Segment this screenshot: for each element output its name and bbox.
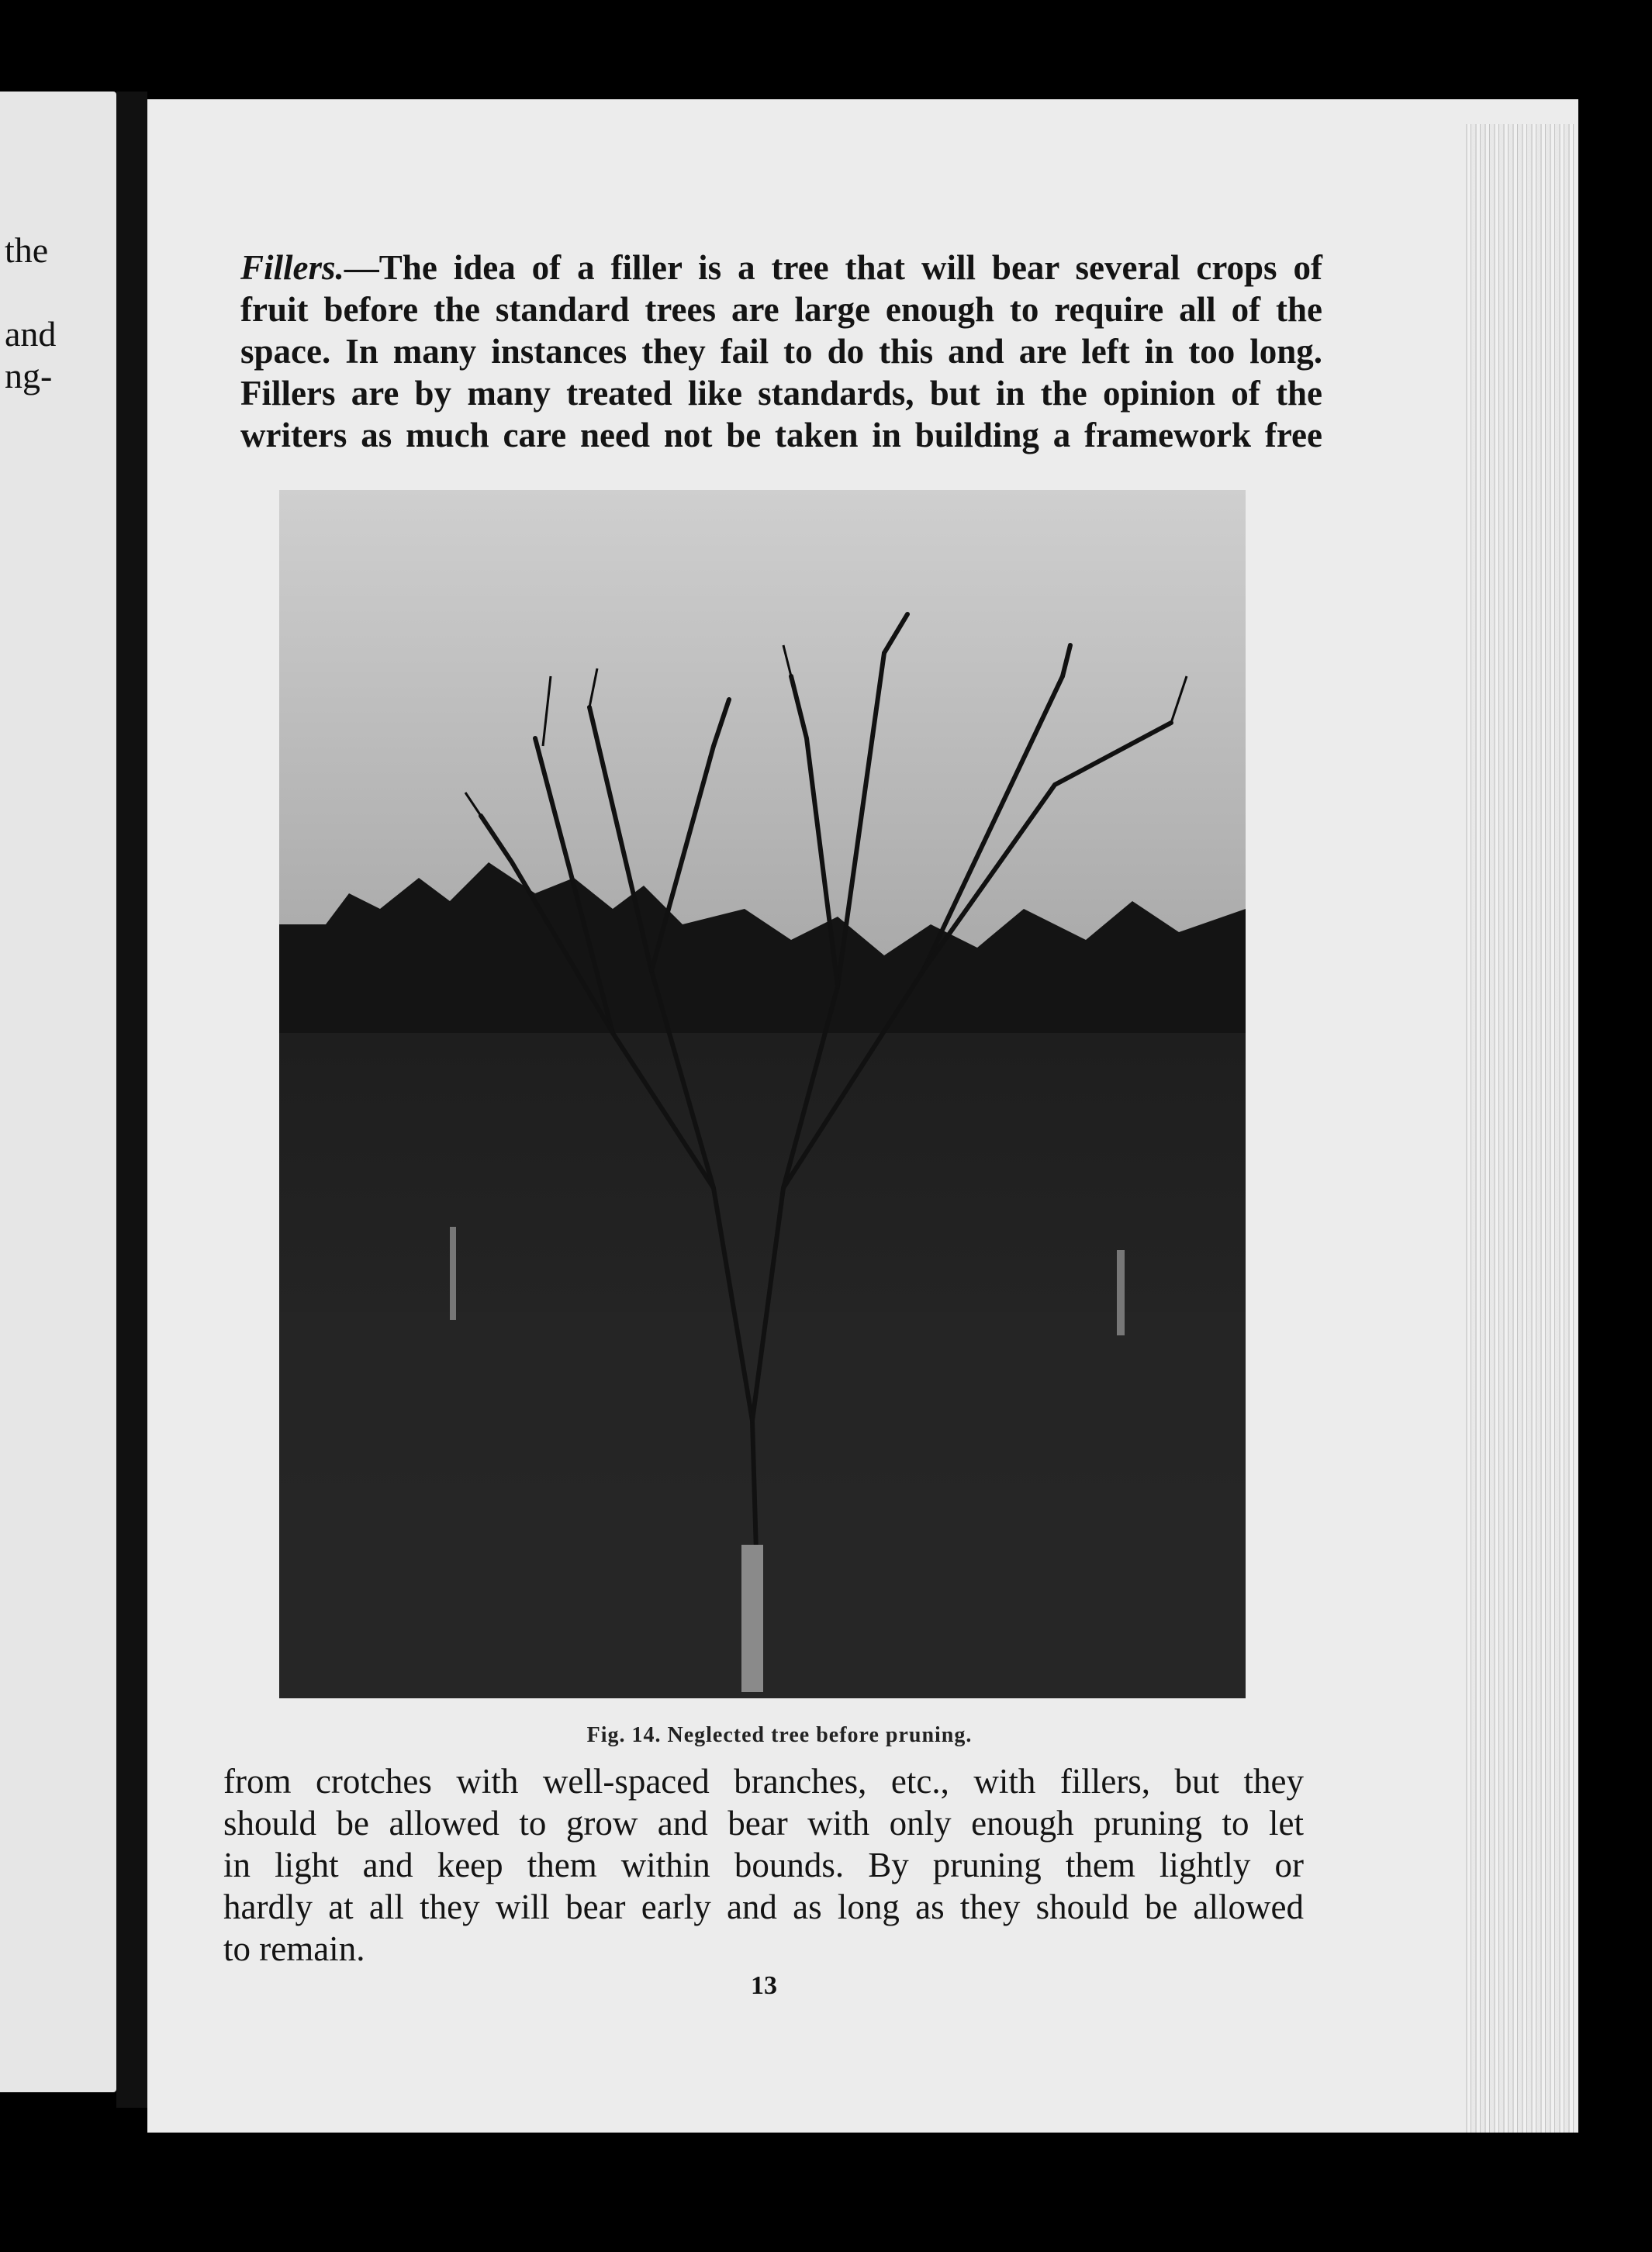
- text-line: Fillers.—The idea of a filler is a tree that will bear several crops of: [240, 248, 1322, 287]
- text-line: space. In many instances they fail to do this and are left in too long.: [240, 332, 1322, 371]
- text-line: in light and keep them within bounds. By pruning them lightly or: [223, 1846, 1304, 1884]
- tree-photo: [279, 490, 1246, 1698]
- text-line: writers as much care need not be taken in building a framework free: [240, 416, 1322, 454]
- facing-page-text-2: and: [5, 314, 57, 354]
- page-edge-stack: [1466, 124, 1574, 2133]
- facing-page-fragment: [0, 92, 116, 2092]
- text-line: from crotches with well-spaced branches, etc., with fillers, but they: [223, 1762, 1304, 1801]
- figure-caption: Fig. 14. Neglected tree before pruning.: [586, 1723, 973, 1747]
- book-gutter: [116, 92, 147, 2108]
- text-line: hardly at all they will bear early and as long as they should be allowed: [223, 1888, 1304, 1926]
- paragraph-continued: [223, 1760, 1304, 1970]
- section-lead: Fillers.: [240, 248, 344, 287]
- paragraph-fillers: [240, 247, 1322, 456]
- facing-page-text-1: the: [5, 230, 49, 270]
- text-line: Fillers are by many treated like standards, but in the opinion of the: [240, 374, 1322, 413]
- text-line: fruit before the standard trees are large enough to require all of the: [240, 290, 1322, 329]
- facing-page-text-3: ng-: [5, 356, 53, 395]
- page-number: 13: [751, 1971, 777, 2000]
- text-line: should be allowed to grow and bear with only enough pruning to let: [223, 1804, 1304, 1843]
- text-line: to remain.: [223, 1929, 365, 1968]
- figure-photo-neglected-tree: [279, 490, 1246, 1698]
